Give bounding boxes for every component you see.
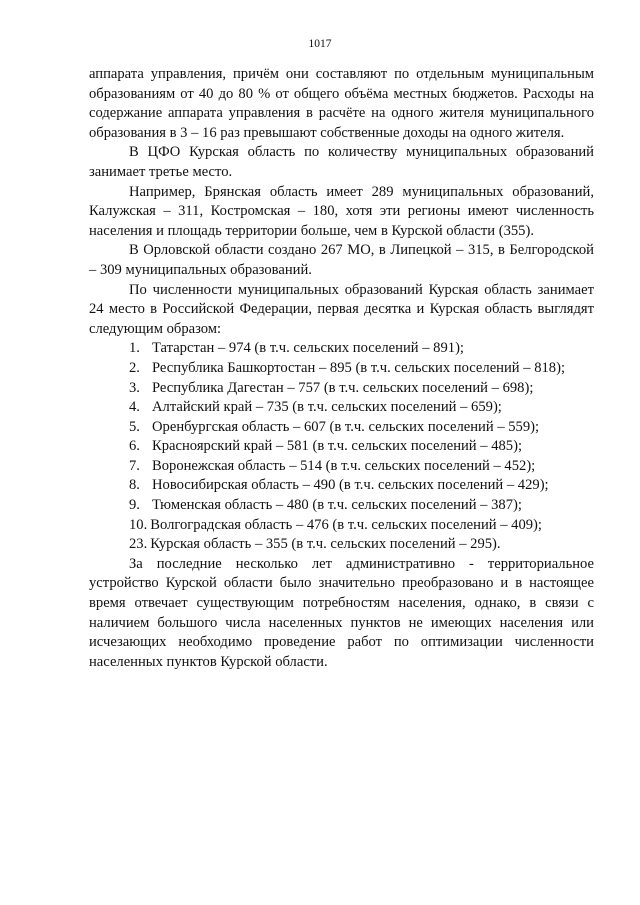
- list-item: 1. Татарстан – 974 (в т.ч. сельских поселений – 891);: [129, 340, 464, 357]
- ranking-list: [89, 339, 594, 555]
- list-item: 6. Красноярский край – 581 (в т.ч. сельских поселений – 485);: [129, 438, 523, 455]
- list-item: 10. Волгоградская область – 476 (в т.ч. сельских поселений – 409);: [129, 516, 542, 533]
- list-item: 23. Курская область – 355 (в т.ч. сельских поселений – 295).: [129, 536, 501, 553]
- list-item: 2. Республика Башкортостан – 895 (в т.ч. сельских поселений – 818);: [129, 359, 565, 376]
- page-number: 1017: [308, 38, 332, 50]
- paragraph-example-regions: Например, Брянская область имеет 289 муниципальных образований, Калужская – 311, Костромская – 180, хотя эти регионы имеют численность населения и площадь территории больше, чем в Курской области (355).: [89, 183, 594, 239]
- list-item: 5. Оренбургская область – 607 (в т.ч. сельских поселений – 559);: [129, 418, 540, 435]
- paragraph-continuation: аппарата управления, причём они составляют по отдельным муниципальным образованиям от 40 до 80 % от общего объёма местных бюджетов. Расходы на содержание аппарата управления в расчёте на одного жителя муниципального образования в 3 – 16 раз превышают собственные доходы на одного жителя.: [89, 66, 594, 141]
- document-body: [89, 65, 594, 672]
- list-item: 9. Тюменская область – 480 (в т.ч. сельских поселений – 387);: [129, 497, 522, 514]
- paragraph-orel-lipetsk: В Орловской области создано 267 МО, в Липецкой – 315, в Белгородской – 309 муниципальных образований.: [89, 242, 594, 278]
- list-item: 7. Воронежская область – 514 (в т.ч. сельских поселений – 452);: [129, 457, 536, 474]
- list-item: 3. Республика Дагестан – 757 (в т.ч. сельских поселений – 698);: [129, 379, 534, 396]
- list-item: 8. Новосибирская область – 490 (в т.ч. сельских поселений – 429);: [129, 477, 549, 494]
- paragraph-conclusion: За последние несколько лет административно - территориальное устройство Курской области было значительно преобразовано и в настоящее время отвечает существующим потребностям населения, однако, в связи с наличием большого числа населенных пунктов не имеющих населения или исчезающих необходимо проведение работ по оптимизации численности населенных пунктов Курской области.: [89, 555, 594, 670]
- paragraph-cfo-rank: В ЦФО Курская область по количеству муниципальных образований занимает третье место.: [89, 144, 594, 180]
- list-item: 4. Алтайский край – 735 (в т.ч. сельских поселений – 659);: [129, 399, 502, 416]
- paragraph-russia-rank: По численности муниципальных образований Курская область занимает 24 место в Российской Федерации, первая десятка и Курская область выглядят следующим образом:: [89, 281, 594, 337]
